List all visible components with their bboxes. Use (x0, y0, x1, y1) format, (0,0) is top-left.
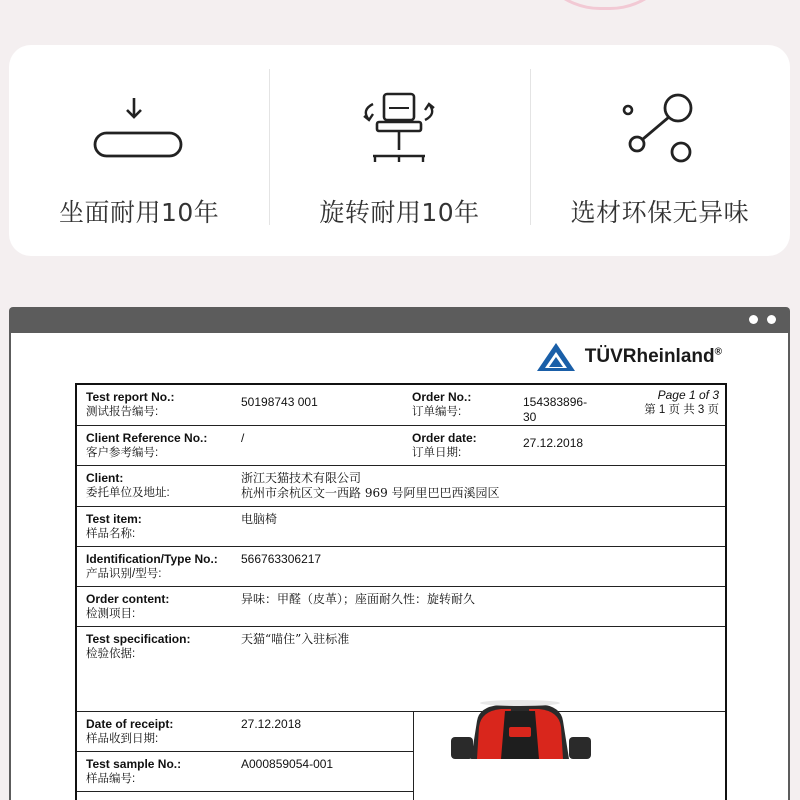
table-row (77, 466, 725, 507)
field-label-cn: 产品识别/型号: (86, 568, 162, 580)
feature-seat-durability (9, 45, 269, 256)
test-report-number: 50198743 001 (241, 395, 318, 409)
field-label-cn: 订单日期: (412, 447, 462, 459)
tuv-brand: TÜVRheinland® (584, 346, 722, 367)
window-dot (767, 315, 776, 324)
swivel-chair-icon (344, 85, 454, 175)
feature-swivel-durability (269, 45, 529, 256)
type-number: 566763306217 (241, 552, 322, 566)
field-label-en: Identification/Type No.: (86, 552, 218, 566)
table-row (77, 507, 725, 547)
order-number-suffix: 30 (523, 410, 537, 424)
field-label-cn: 检测项目: (86, 608, 136, 620)
feature-label: 选材环保无异味 (570, 198, 750, 227)
field-label-en: Order No.: (412, 390, 472, 404)
feature-eco-material (530, 45, 790, 256)
receipt-date: 27.12.2018 (241, 717, 302, 731)
window-dots (749, 315, 776, 324)
sample-number: A000859054-001 (241, 757, 334, 771)
document-viewer (9, 307, 790, 800)
feature-card (9, 45, 790, 256)
order-content: 异味：甲醛（皮革）；座面耐久性：旋转耐久 (241, 592, 476, 606)
feature-label: 旋转耐用10年 (319, 198, 480, 227)
field-label-cn: 样品名称: (86, 528, 136, 540)
field-label-en: Test sample No.: (86, 757, 182, 771)
field-label-en: Order content: (86, 592, 170, 606)
field-label-en: Date of receipt: (86, 717, 174, 731)
seat-durability-icon (84, 85, 194, 175)
tuv-logo (535, 341, 722, 373)
field-label-cn: 订单编号: (412, 406, 462, 418)
client-reference: / (241, 431, 245, 445)
window-dot (749, 315, 758, 324)
test-specification: 天猫“喵住”入驻标准 (241, 632, 350, 646)
field-label-cn: 样品编号: (86, 773, 136, 785)
table-row (77, 426, 725, 466)
field-label-en: Test report No.: (86, 390, 175, 404)
field-label-en: Test item: (86, 512, 142, 526)
field-label-cn: 样品收到日期: (86, 733, 159, 745)
table-row (77, 587, 725, 627)
test-item: 电脑椅 (241, 512, 278, 526)
field-label-cn: 委托单位及地址: (86, 487, 170, 499)
field-label-en: Client: (86, 471, 124, 485)
decorative-arc (530, 0, 680, 10)
page-indicator-en: Page 1 of 3 (657, 388, 719, 402)
field-label-cn: 客户参考编号: (86, 447, 159, 459)
tuv-triangle-icon (535, 341, 577, 373)
client-name: 浙江天猫技术有限公司 (241, 471, 362, 485)
table-row (77, 385, 725, 426)
chair-photo (379, 699, 669, 759)
table-row (77, 547, 725, 587)
order-date: 27.12.2018 (523, 436, 584, 450)
table-row (77, 712, 413, 752)
field-label-cn: 测试报告编号: (86, 406, 159, 418)
feature-label: 坐面耐用10年 (59, 198, 220, 227)
eco-material-icon (605, 85, 715, 175)
field-label-cn: 检验依据: (86, 648, 136, 660)
table-row (77, 752, 413, 792)
field-label-en: Test specification: (86, 632, 191, 646)
field-label-en: Order date: (412, 431, 477, 445)
order-number: 154383896- (523, 395, 588, 409)
client-address: 杭州市余杭区文一西路 969 号阿里巴巴西溪园区 (241, 486, 500, 500)
field-label-en: Client Reference No.: (86, 431, 208, 445)
page-indicator-cn: 第 1 页 共 3 页 (644, 404, 719, 416)
certificate-page (11, 333, 788, 800)
